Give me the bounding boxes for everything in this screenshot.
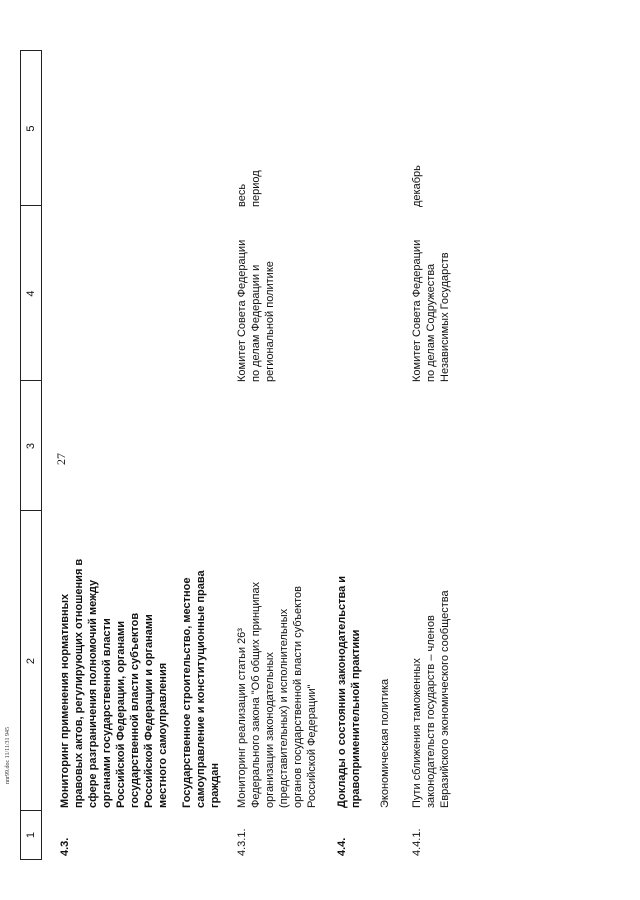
row-text-line: самоуправление и конституционные права — [195, 570, 207, 808]
row-text-line: (представительных) и исполнительных — [278, 608, 290, 808]
rotated-table — [20, 50, 580, 860]
row-text-line: Государственное строительство, местное — [181, 577, 193, 808]
row-text-line: граждан — [209, 763, 221, 808]
row-text-line: органов государственной власти субъектов — [292, 586, 304, 808]
deadline-line: декабрь — [411, 165, 423, 207]
row-text-line: Доклады о состоянии законодательства и — [336, 575, 348, 808]
header-cell-2: 2 — [21, 510, 41, 811]
deadline-line: период — [250, 170, 262, 207]
row-text-line: органами государственной власти — [101, 618, 113, 808]
row-text-line: государственной власти субъектов — [129, 612, 141, 808]
responsible-committee — [410, 212, 452, 382]
row-number: 4.4.1. — [411, 828, 423, 856]
row-text-line: Российской Федерации и органами — [143, 614, 155, 808]
row-text-line: Экономическая политика — [379, 678, 391, 808]
row-text-line: Российской Федерации, органами — [115, 620, 127, 808]
row-text-line: Пути сближения таможенных — [411, 658, 423, 808]
responsible-committee — [235, 212, 277, 382]
committee-line: Комитет Совета Федерации — [411, 239, 423, 382]
deadline-line: весь — [236, 183, 248, 207]
row-text-line: Российской Федерации" — [306, 684, 318, 808]
table-body — [50, 50, 580, 860]
header-cell-1: 1 — [21, 810, 41, 859]
committee-line: Независимых Государств — [439, 252, 451, 382]
page-number: 27 — [54, 453, 68, 465]
header-cell-5: 5 — [25, 125, 37, 132]
row-text-line: Мониторинг применения нормативных — [59, 593, 71, 808]
row-text-line: правоприменительной практики — [350, 629, 362, 808]
row-text-line: Федерального закона "Об общих принципах — [250, 581, 262, 808]
row-text — [235, 518, 319, 808]
row-text — [335, 518, 363, 808]
section-heading — [180, 518, 222, 808]
header-cell-3: 3 — [21, 380, 41, 511]
header-cell-4: 4 — [21, 205, 41, 381]
deadline — [235, 57, 263, 207]
row-text — [410, 518, 452, 808]
committee-line: по делам Содружества — [425, 263, 437, 382]
row-text-line: сфере разграничения полномочий между — [87, 579, 99, 808]
row-text-line: Мониторинг реализации статьи 26³ — [236, 628, 248, 808]
footer-file-note: nnr99.doc 11/11/31 945 — [5, 726, 11, 784]
deadline — [410, 57, 424, 207]
table-header — [20, 50, 42, 860]
row-number: 4.3. — [59, 837, 71, 856]
row-text — [58, 518, 170, 808]
committee-line: Комитет Совета Федерации — [236, 239, 248, 382]
committee-line: по делам Федерации и — [250, 264, 262, 382]
row-text-line: Евразийского экономического сообщества — [439, 590, 451, 808]
row-text-line: организации законодательных — [264, 652, 276, 808]
row-number: 4.3.1. — [236, 828, 248, 856]
row-text-line: местного самоуправления — [157, 662, 169, 808]
committee-line: региональной политике — [264, 261, 276, 382]
section-heading — [378, 518, 392, 808]
row-text-line: правовых актов, регулирующих отношения в — [73, 558, 85, 808]
row-number: 4.4. — [336, 837, 348, 856]
row-text-line: законодательств государств – членов — [425, 615, 437, 808]
